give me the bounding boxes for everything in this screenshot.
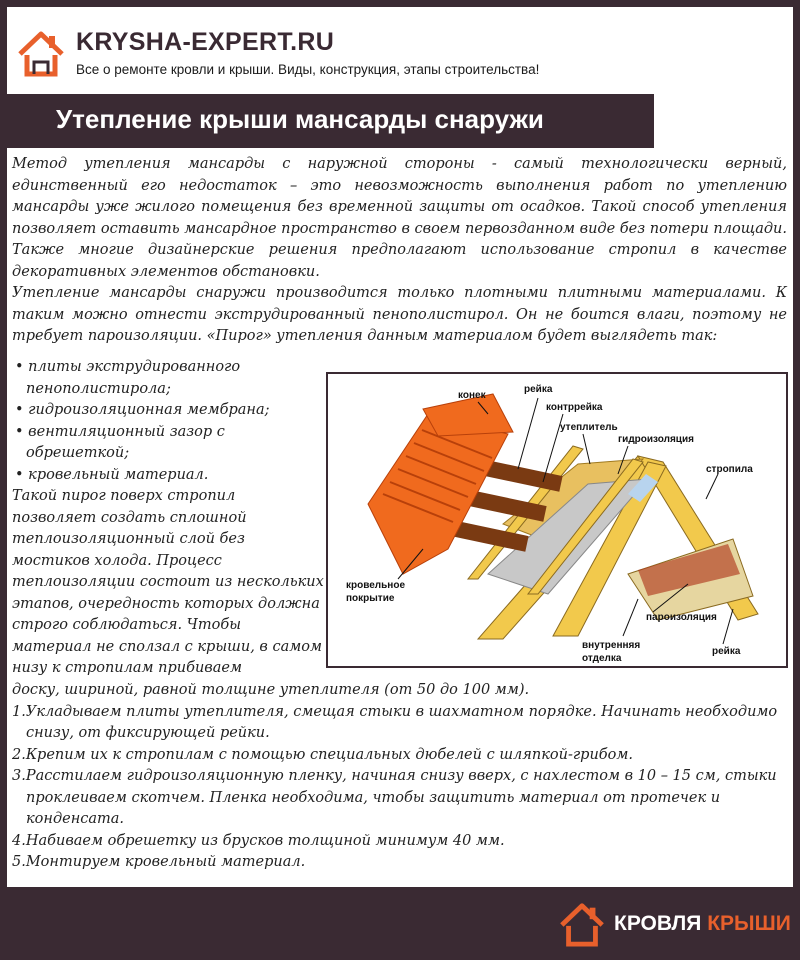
label-reika-bottom: рейка [712,646,741,657]
label-krovelnoe-1: кровельное [346,580,406,591]
layers-column [12,357,324,680]
middle-paragraph: Такой пирог поверх стропил позволяет создать сплошной теплоизоляционный слой без мостиков холода. Процесс теплоизоляции состоит из нескольких этапов, очередность которых должна строго соблюдаться. Чтобы материал не сползал с крыши, в самом низу к стропилам прибиваем [12,488,324,676]
roof-diagram-svg [328,374,786,666]
intro-paragraph: Утепление мансарды снаружи производится только плотными плитными материалами. К таким можно отнести экструдированный пенополистирол. Он не боится влаги, поэтому не требует пароизоляции. «Пирог» утепления данным материалом будет выглядеть так: [12,285,787,344]
label-gidroizolyatsiya: гидроизоляция [618,434,694,445]
site-name[interactable]: KRYSHA-EXPERT.RU [76,28,335,56]
label-krovelnoe-2: покрытие [346,593,395,604]
label-konek: конек [458,390,486,401]
label-kontrreika: контррейка [546,402,603,413]
label-vnutrennyaya-2: отделка [582,653,622,664]
footer-logo[interactable] [558,900,791,950]
layers-list [12,357,324,486]
intro-text [12,154,787,348]
continuation-paragraph: доску, шириной, равной толщине утеплителя (от 50 до 100 мм). [12,682,530,698]
steps-list [12,702,787,874]
step-item: 1.Укладываем плиты утеплителя, смещая стыки в шахматном порядке. Начинать необходимо снизу, от фиксирующей рейки. [12,703,778,741]
intro-paragraph: Метод утепления мансарды с наружной стороны - самый технологически верный, единственный его недостаток – это невозможность выполнения работ по утеплению мансарды уже жилого помещения без временной защиты от осадков. Такой способ утепления позволяет оставить мансардное пространство в своем первозданном виде без потери площади. Также многие дизайнерские решения предполагают использование стропил в качестве декоративных элементов обстановки. [12,156,787,280]
steps-section [12,680,787,874]
step-item: 4.Набиваем обрешетку из брусков толщиной минимум 40 мм. [12,832,505,849]
label-reika-top: рейка [524,384,553,395]
layer-item: • вентиляционный зазор с обрешеткой; [12,422,324,465]
footer-brand [614,912,791,936]
footer-house-icon [558,900,606,948]
title-bar [0,94,654,148]
step-item: 5.Монтируем кровельный материал. [12,854,306,870]
site-header [14,22,774,82]
house-logo-icon[interactable] [16,28,66,78]
label-paroizolyatsiya: пароизоляция [646,612,717,623]
label-stropila: стропила [706,464,753,475]
roof-diagram [326,372,788,668]
layer-item: • кровельный материал. [12,465,324,487]
layer-item: • гидроизоляционная мембрана; [12,400,324,422]
footer-brand-primary: КРОВЛЯ [614,912,702,935]
step-item: 3.Расстилаем гидроизоляционную пленку, начиная снизу вверх, с нахлестом в 10 – 15 см, стыки проклеиваем скотчем. Пленка необходима, чтобы защитить материал от протечек и конденсата. [12,768,777,827]
page-title: Утепление крыши мансарды снаружи [56,104,544,134]
footer-brand-accent: КРЫШИ [707,912,791,935]
label-uteplitel: утеплитель [560,422,618,433]
label-vnutrennyaya-1: внутренняя [582,640,641,651]
step-item: 2.Крепим их к стропилам с помощью специальных дюбелей с шляпкой-грибом. [12,746,634,763]
site-tagline: Все о ремонте кровли и крыши. Виды, конструкция, этапы строительства! [76,62,540,77]
layer-item: • плиты экструдированного пенополистирола; [12,357,324,400]
